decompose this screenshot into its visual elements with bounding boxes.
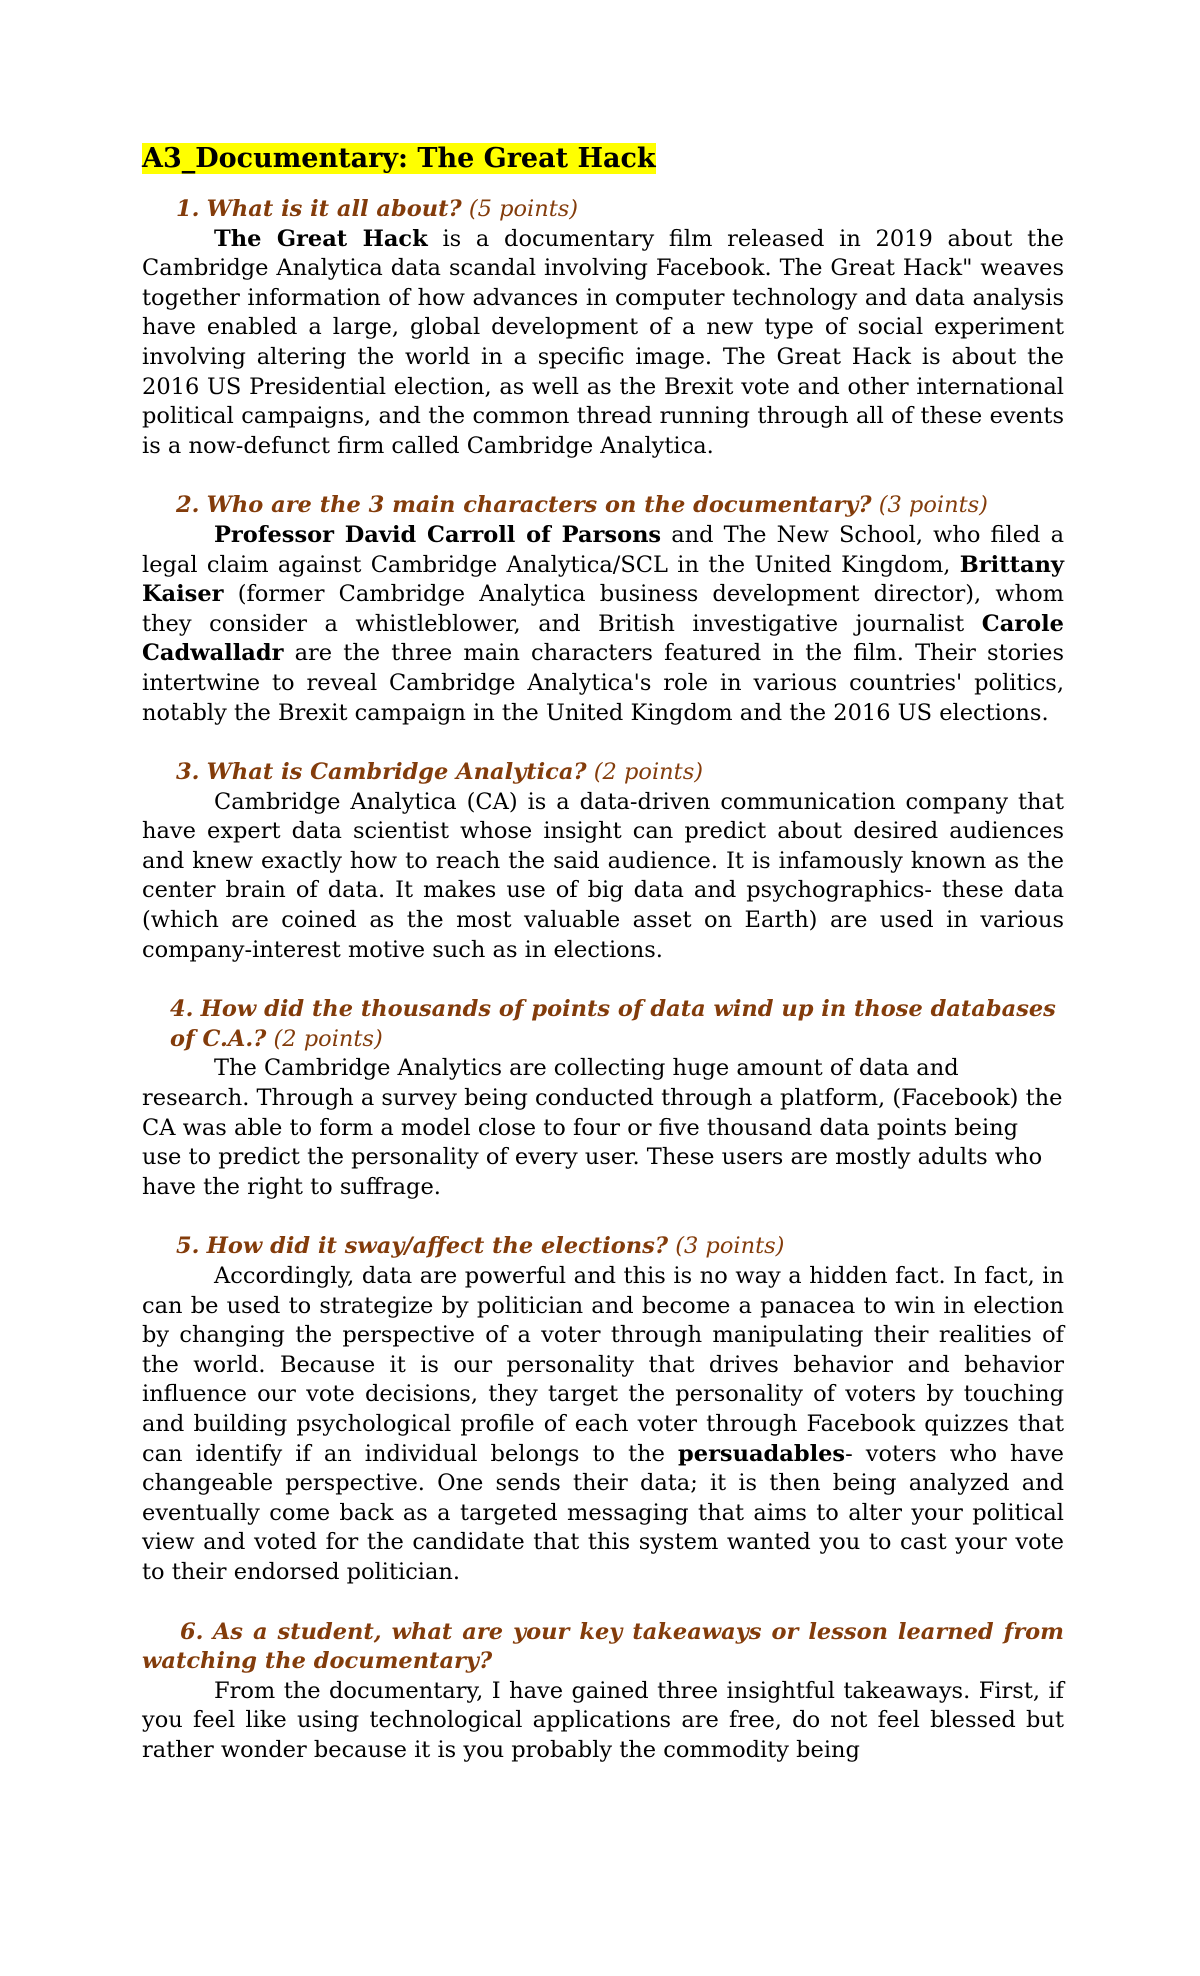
question-heading	[142, 491, 1064, 521]
question-points: (3 points)	[675, 1233, 785, 1260]
answer-text: Accordingly, data are powerful and this is no way a hidden fact. In fact, in can be used to strategize by politician and become a panacea to win in election by changing the perspective of a voter through manipulating their realities of the world. Because it is our personality that drives behavior and behavior influence our vote decisions, they target the personality of voters by touching and building psychological profile of each voter through Facebook quizzes that can identify if an individual belongs to the	[142, 1263, 1064, 1467]
question-text: How did it sway/affect the elections?	[206, 1233, 669, 1260]
document-title-highlight: A3_Documentary: The Great Hack	[142, 143, 656, 174]
answer-bold-text: The Great Hack	[214, 225, 428, 252]
question-heading	[142, 195, 1064, 225]
section-3	[142, 758, 1064, 965]
question-heading	[142, 1618, 1064, 1677]
answer-paragraph	[142, 225, 1064, 462]
document-title	[142, 139, 1064, 179]
answer-paragraph	[142, 1262, 1064, 1588]
question-number: 1.	[176, 196, 200, 222]
question-number: 5.	[176, 1233, 200, 1260]
answer-bold-text: Carole Cadwalladr	[142, 610, 1064, 667]
question-text: Who are the 3 main characters on the documentary?	[206, 492, 872, 519]
answer-text: and The New School, who filed a legal claim against Cambridge Analytica/SCL in the United Kingdom,	[142, 521, 1064, 578]
question-number: 4.	[170, 996, 194, 1023]
answer-paragraph: From the documentary, I have gained three insightful takeaways. First, if you feel like using technological applications are free, do not feel blessed but rather wonder because it is you probably the commodity being	[142, 1677, 1064, 1763]
question-heading	[142, 758, 1064, 788]
question-number: 3.	[176, 759, 200, 786]
answer-bold-text: Brittany Kaiser	[142, 551, 1064, 608]
question-number: 2.	[176, 492, 200, 519]
answer-bold-text: persuadables	[678, 1440, 846, 1467]
question-text: What is it all about?	[206, 196, 462, 222]
question-text: As a student, what are your key takeaways or lesson learned from watching the documentary?	[142, 1618, 1064, 1675]
answer-text: - voters who have changeable perspective. One sends their data; it is then being analyzed and eventually come back as a targeted messaging that aims to alter your political view and voted for the candidate that this system wanted you to cast your vote to their endorsed politician.	[142, 1440, 1064, 1585]
question-heading	[142, 1232, 1064, 1262]
section-5	[142, 1232, 1064, 1587]
answer-text: (former Cambridge Analytica business development director), whom they consider a whistleblower, and British investigative journalist	[142, 581, 1064, 637]
section-6	[142, 1618, 1064, 1766]
section-2	[142, 491, 1064, 728]
answer-paragraph	[142, 521, 1064, 728]
section-4	[142, 995, 1064, 1202]
document-page	[142, 139, 1064, 1796]
question-heading	[142, 995, 1064, 1054]
question-number: 6.	[180, 1618, 204, 1645]
question-points: (2 points)	[273, 1025, 383, 1052]
question-points: (5 points)	[468, 196, 579, 222]
question-text: How did the thousands of points of data wind up in those databases of C.A.?	[170, 996, 1056, 1052]
answer-text: is a documentary film released in 2019 about the Cambridge Analytica data scandal involving Facebook. The Great Hack" weaves together information of how advances in computer technology and data analysis have enabled a large, global development of a new type of social experiment involving altering the world in a specific image. The Great Hack is about the 2016 US Presidential election, as well as the Brexit vote and other international political campaigns, and the common thread running through all of these events is a now-defunct firm called Cambridge Analytica.	[142, 225, 1064, 459]
section-1	[142, 195, 1064, 461]
question-points: (3 points)	[878, 492, 988, 519]
answer-paragraph: Cambridge Analytica (CA) is a data-driven communication company that have expert data scientist whose insight can predict about desired audiences and knew exactly how to reach the said audience. It is infamously known as the center brain of data. It makes use of big data and psychographics- these data (which are coined as the most valuable asset on Earth) are used in various company-interest motive such as in elections.	[142, 788, 1064, 963]
answer-paragraph: The Cambridge Analytics are collecting huge amount of data and research. Through a survey being conducted through a platform, (Facebook) the CA was able to form a model close to four or five thousand data points being use to predict the personality of every user. These users are mostly adults who have the right to suffrage.	[142, 1055, 1063, 1200]
answer-text: are the three main characters featured in the film. Their stories intertwine to reveal Cambridge Analytica's role in various countries' politics, notably the Brexit campaign in the United Kingdom and the 2016 US elections.	[142, 640, 1064, 726]
question-points: (2 points)	[593, 759, 704, 786]
answer-bold-text: Professor David Carroll of Parsons	[214, 521, 662, 548]
question-text: What is Cambridge Analytica?	[206, 759, 587, 786]
